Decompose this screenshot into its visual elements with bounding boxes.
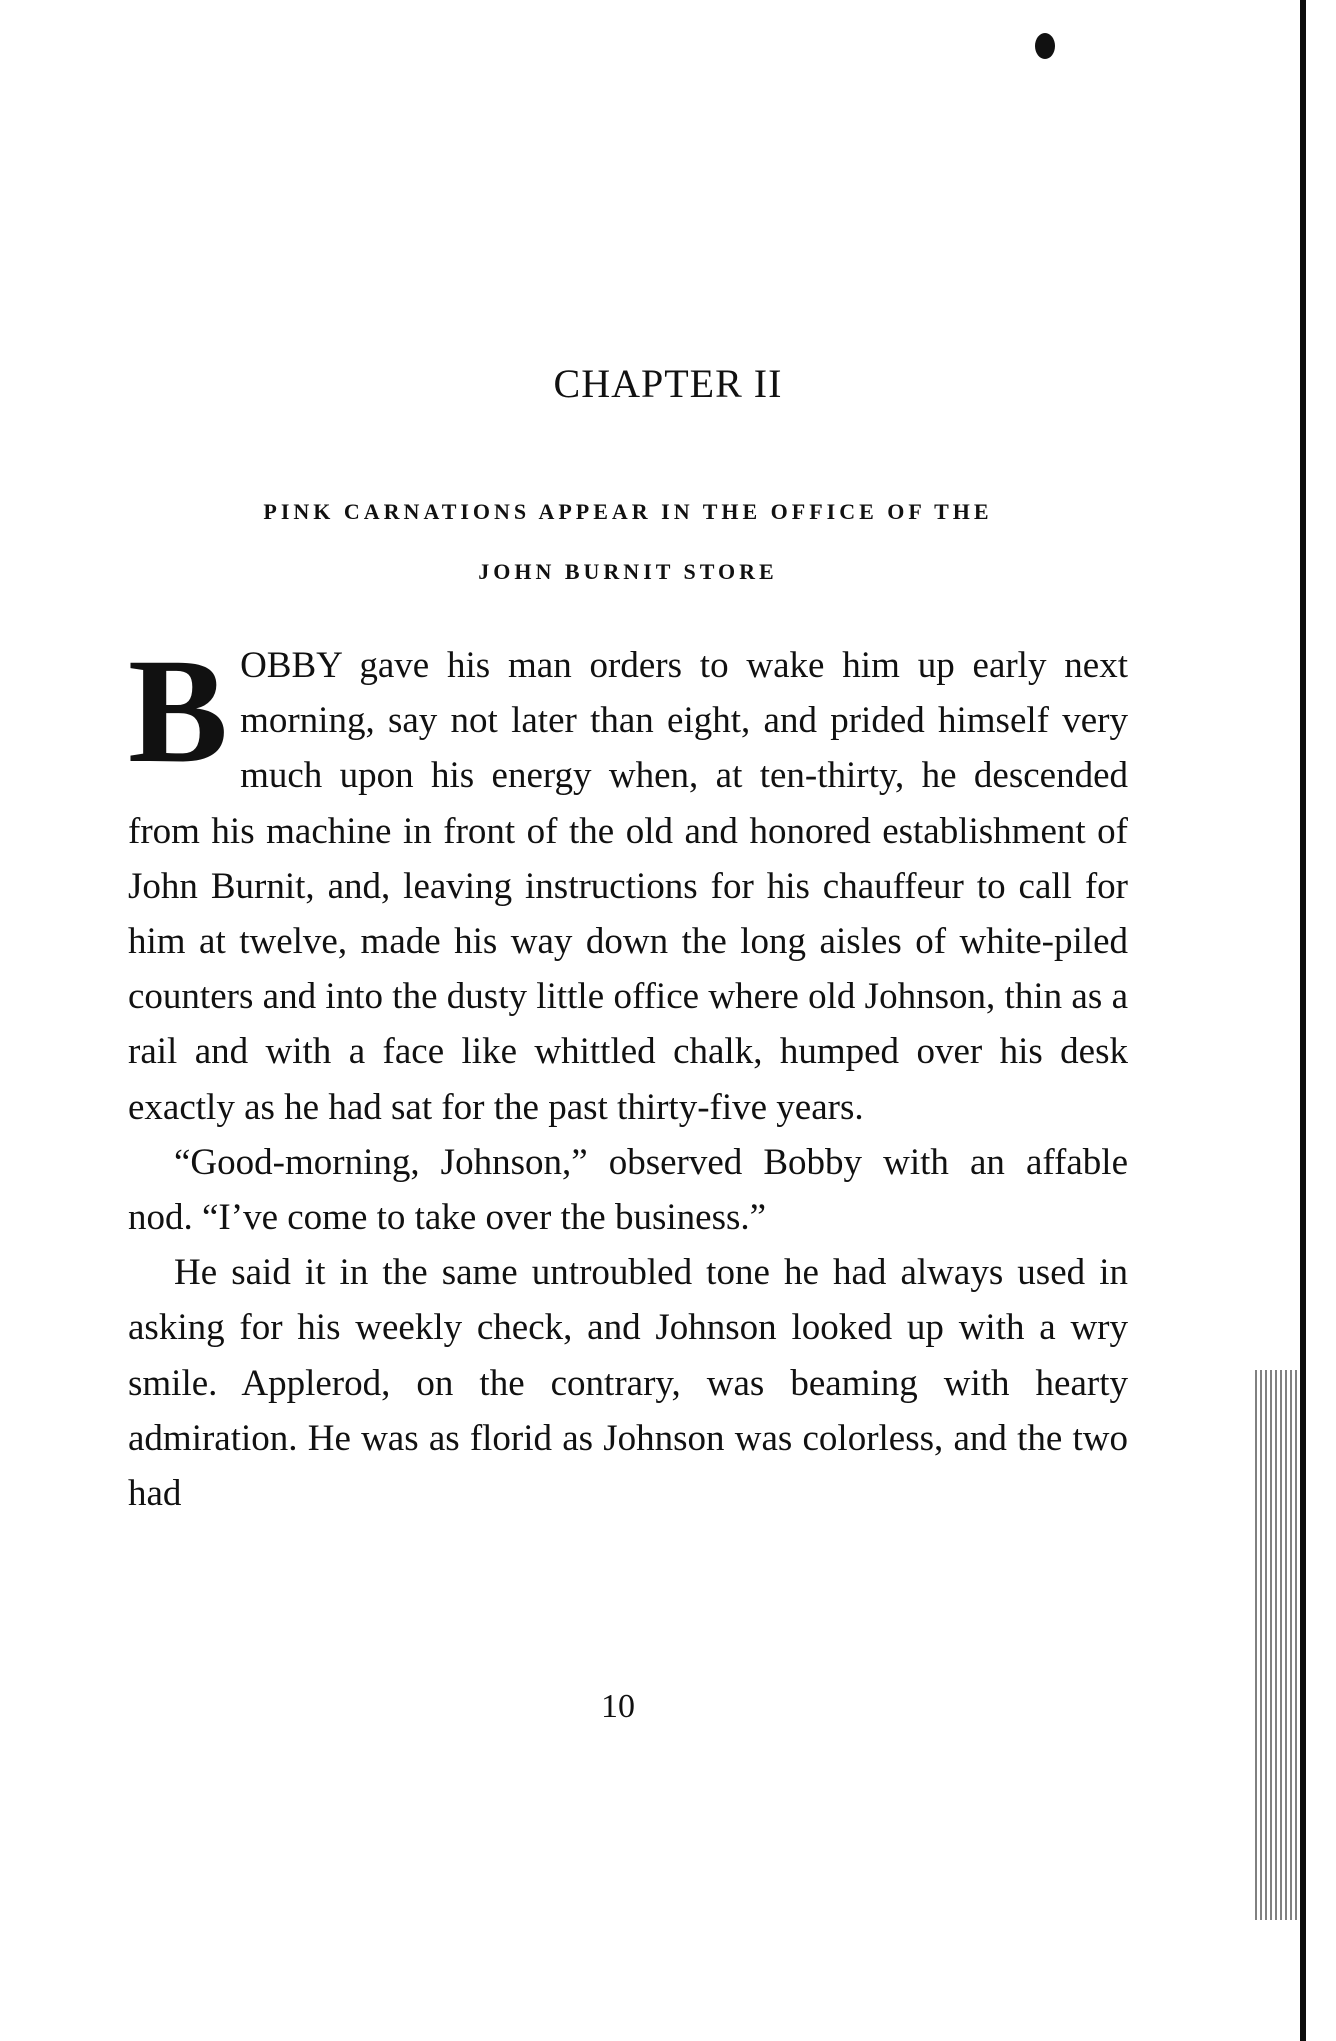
scan-shadow: [1255, 1370, 1297, 1920]
chapter-heading: CHAPTER II: [553, 361, 783, 406]
paragraph-1: [128, 628, 1128, 1135]
paragraph-3: He said it in the same untroubled tone he had always used in asking for his weekly check, and Johnson looked up with a wry smile. Applerod, on the contrary, was beaming with hearty admiration. He was as florid as Johnson was colorless, and the two had: [128, 1252, 1128, 1515]
ink-speck: [1035, 33, 1055, 59]
chapter-subtitle: [128, 482, 1128, 602]
paragraph-1-text: OBBY gave his man orders to wake him up early next morning, say not later than eight, and prided himself very much upon his energy when, at ten-thirty, he descended from his machine in front of the old and honored establishment of John Burnit, and, leaving instructions for his chauffeur to call for him at twelve, made his way down the long aisles of white-piled counters and into the dusty little office where old Johnson, thin as a rail and with a face like whittled chalk, humped over his desk exactly as he had sat for the past thirty-five years.: [128, 645, 1128, 1128]
body-text: [128, 628, 1128, 1521]
paragraph-2: “Good-morning, Johnson,” observed Bobby with an affable nod. “I’ve come to take over the business.”: [128, 1141, 1128, 1239]
chapter-subtitle-line-2: JOHN BURNIT STORE: [478, 559, 778, 584]
page-number: 10: [601, 1688, 635, 1725]
drop-cap: B: [128, 628, 229, 794]
chapter-subtitle-line-1: PINK CARNATIONS APPEAR IN THE OFFICE OF THE: [263, 499, 993, 524]
binding-edge: [1300, 0, 1306, 2041]
